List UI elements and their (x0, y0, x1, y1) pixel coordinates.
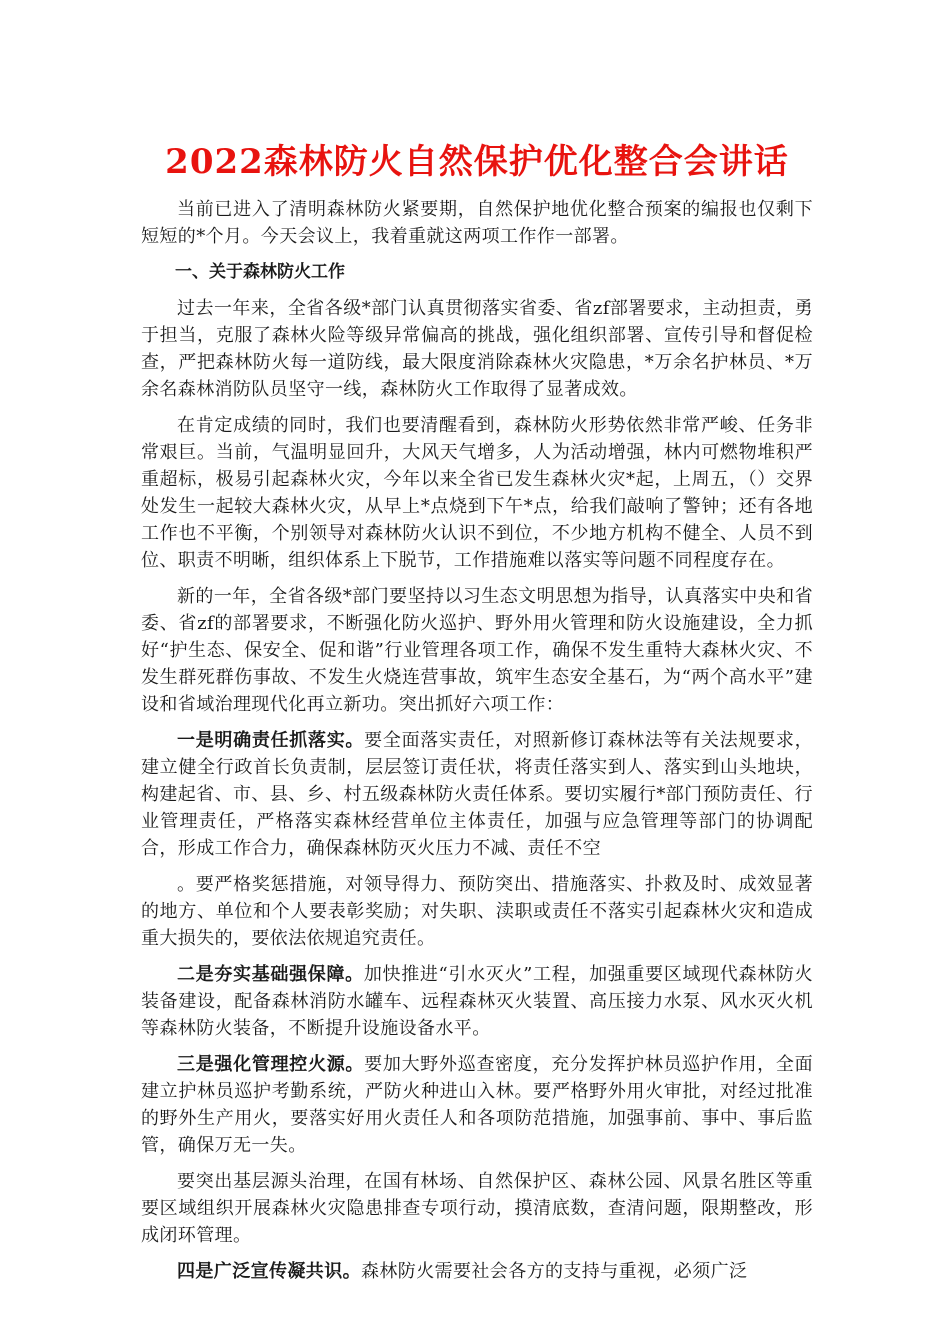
paragraph-new-year: 新的一年，全省各级*部门要坚持以习生态文明思想为指导，认真落实中央和省委、省zf的部署要求，不断强化防火巡护、野外用火管理和防火设施建设，全力抓好“护生态、保安全、促和谐”行业管理各项工作，确保不发生重特大森林火灾、不发生群死群伤事故、不发生火烧连营事故，筑牢生态安全基石，为“两个高水平”建设和省域治理现代化再立新功。突出抓好六项工作： (141, 586, 813, 715)
item-1-paragraph (141, 727, 813, 862)
section-heading-forest-fire: 一、关于森林防火工作 (175, 262, 345, 282)
item-1-continuation: 。要严格奖惩措施，对领导得力、预防突出、措施落实、扑救及时、成效显著的地方、单位和个人要表彰奖励；对失职、渎职或责任不落实引起森林火灾和造成重大损失的，要依法依规追究责任。 (141, 874, 813, 949)
item-3-lead: 三是强化管理控火源。 (177, 1054, 365, 1075)
item-2-lead: 二是夯实基础强保障。 (177, 964, 364, 985)
document-page (141, 140, 813, 1294)
item-4-paragraph (141, 1258, 813, 1285)
item-2-paragraph (141, 961, 813, 1042)
item-4-lead: 四是广泛宣传凝共识。 (177, 1261, 361, 1282)
item-4-text: 森林防火需要社会各方的支持与重视，必须广泛 (361, 1261, 748, 1282)
document-title: 2022森林防火自然保护优化整合会讲话 (165, 142, 789, 182)
item-3-paragraph (141, 1051, 813, 1159)
item-2-text: 加快推进“引水灭火”工程，加强重要区域现代森林防火装备建设，配备森林消防水罐车、远程森林灭火装置、高压接力水泵、风水灭火机等森林防火装备，不断提升设施设备水平。 (141, 964, 814, 1039)
paragraph-past-year: 过去一年来，全省各级*部门认真贯彻落实省委、省zf部署要求，主动担责，勇于担当，克服了森林火险等级异常偏高的挑战，强化组织部署、宣传引导和督促检查，严把森林防火每一道防线，最大限度消除森林火灾隐患，*万余名护林员、*万余名森林消防队员坚守一线，森林防火工作取得了显著成效。 (141, 298, 813, 400)
paragraph-grassroots: 要突出基层源头治理，在国有林场、自然保护区、森林公园、风景名胜区等重要区域组织开展森林火灾隐患排查专项行动，摸清底数，查清问题，限期整改，形成闭环管理。 (141, 1171, 813, 1246)
paragraph-situation: 在肯定成绩的同时，我们也要清醒看到，森林防火形势依然非常严峻、任务非常艰巨。当前，气温明显回升，大风天气增多，人为活动增强，林内可燃物堆积严重超标，极易引起森林火灾，今年以来全省已发生森林火灾*起，上周五，（）交界处发生一起较大森林火灾，从早上*点烧到下午*点，给我们敲响了警钟；还有各地工作也不平衡，个别领导对森林防火认识不到位，不少地方机构不健全、人员不到位、职责不明晰，组织体系上下脱节，工作措施难以落实等问题不同程度存在。 (141, 415, 813, 571)
intro-paragraph: 当前已进入了清明森林防火紧要期，自然保护地优化整合预案的编报也仅剩下短短的*个月。今天会议上，我着重就这两项工作作一部署。 (141, 199, 813, 247)
item-1-lead: 一是明确责任抓落实。 (177, 730, 365, 751)
item-3-text: 要加大野外巡查密度，充分发挥护林员巡护作用，全面建立护林员巡护考勤系统，严防火种进山入林。要严格野外用火审批，对经过批准的野外生产用火，要落实好用火责任人和各项防范措施，加强事前、事中、事后监管，确保万无一失。 (141, 1054, 813, 1156)
item-1-text: 要全面落实责任，对照新修订森林法等有关法规要求，建立健全行政首长负责制，层层签订责任状，将责任落实到人、落实到山头地块，构建起省、市、县、乡、村五级森林防火责任体系。要切实履行*部门预防责任、行业管理责任，严格落实森林经营单位主体责任，加强与应急管理等部门的协调配合，形成工作合力，确保森林防灭火压力不减、责任不空 (141, 730, 813, 859)
